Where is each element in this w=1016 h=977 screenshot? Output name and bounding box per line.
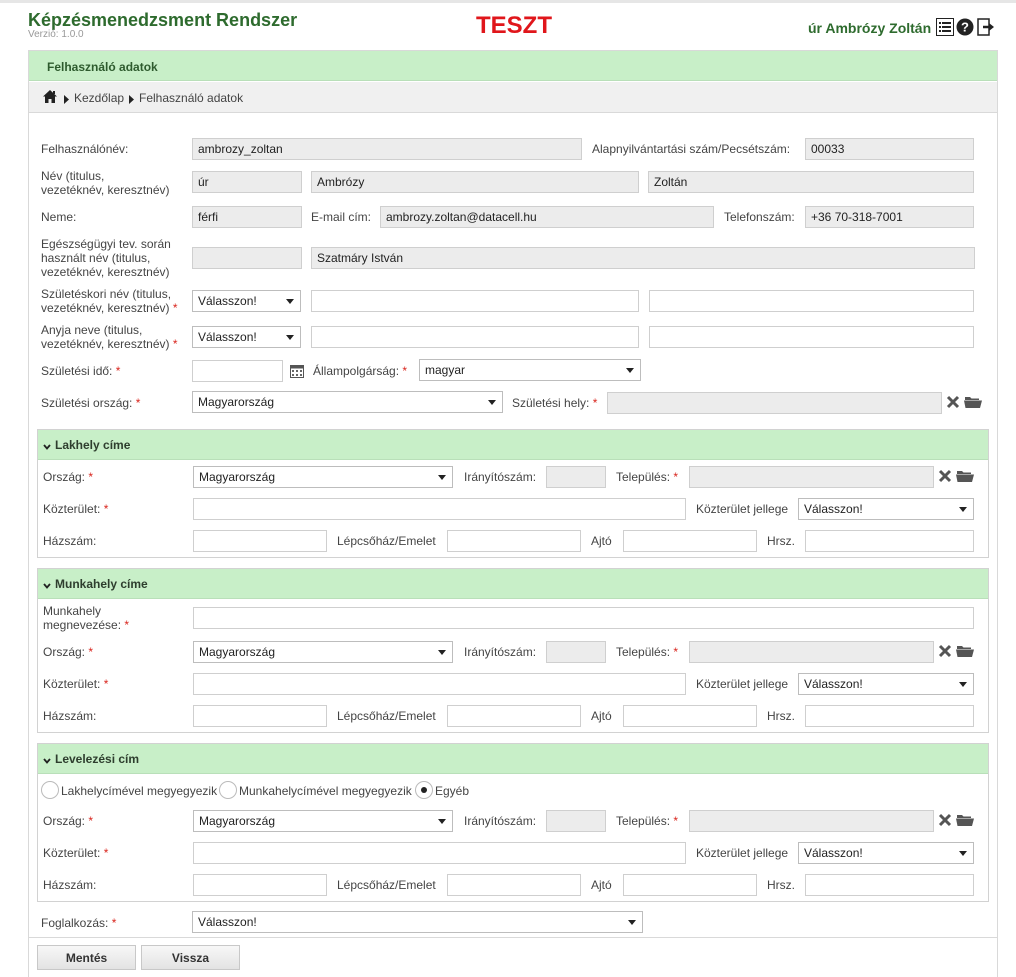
- mail-city-label: Település: *: [616, 814, 679, 828]
- phone-field: +36 70-318-7001: [805, 206, 974, 228]
- mail-door-label: Ajtó: [591, 878, 612, 892]
- calendar-icon[interactable]: [287, 361, 307, 381]
- logout-icon[interactable]: [976, 17, 995, 36]
- clear-icon[interactable]: [935, 810, 955, 830]
- help-icon[interactable]: [955, 17, 974, 36]
- work-door-label: Ajtó: [591, 709, 612, 723]
- gender-field: férfi: [192, 206, 302, 228]
- birthdate-label: Születési idő: *: [41, 364, 121, 378]
- work-street-type-label: Közterület jellege: [696, 677, 789, 691]
- workplace-name-label: Munkahely megnevezése: *: [43, 604, 130, 632]
- home-house-input[interactable]: [193, 530, 327, 552]
- home-address-title: Lakhely címe: [55, 438, 131, 452]
- mail-hrsz-input[interactable]: [805, 874, 974, 896]
- home-hrsz-label: Hrsz.: [767, 534, 795, 548]
- home-zip-field: [546, 466, 606, 488]
- app-title: Képzésmenedzsment Rendszer: [28, 10, 298, 30]
- panel-header: [29, 51, 997, 81]
- home-city-label: Település: *: [616, 470, 679, 484]
- birthname-lastname-input[interactable]: [311, 290, 639, 312]
- top-border: [0, 0, 1016, 3]
- folder-icon[interactable]: [955, 641, 975, 661]
- mail-address-title: Levelezési cím: [55, 752, 140, 766]
- birthplace-label: Születési hely: *: [512, 396, 598, 410]
- work-zip-label: Irányítószám:: [464, 645, 537, 659]
- phone-label: Telefonszám:: [724, 210, 795, 224]
- mother-title-select[interactable]: Válasszon!: [192, 326, 301, 348]
- birthname-label: Születéskori név (titulus, vezetéknév, keresztnév) *: [41, 287, 178, 315]
- user-name[interactable]: úr Ambrózy Zoltán: [808, 20, 932, 36]
- mail-door-input[interactable]: [623, 874, 757, 896]
- folder-icon[interactable]: [963, 392, 983, 412]
- clear-icon[interactable]: [943, 392, 963, 412]
- clear-icon[interactable]: [935, 641, 955, 661]
- mail-street-type-select[interactable]: Válasszon!: [798, 842, 974, 864]
- mail-street-label: Közterület: *: [43, 846, 109, 860]
- mail-address-header[interactable]: [38, 744, 988, 774]
- home-country-select[interactable]: Magyarország: [193, 466, 453, 488]
- work-hrsz-label: Hrsz.: [767, 709, 795, 723]
- mail-stair-label: Lépcsőház/Emelet: [337, 878, 436, 892]
- work-hrsz-input[interactable]: [805, 705, 974, 727]
- work-country-select[interactable]: Magyarország: [193, 641, 453, 663]
- occupation-label: Foglalkozás: *: [41, 916, 117, 930]
- mail-country-select[interactable]: Magyarország: [193, 810, 453, 832]
- mail-stair-input[interactable]: [447, 874, 581, 896]
- home-house-label: Házszám:: [43, 534, 97, 548]
- mail-zip-label: Irányítószám:: [464, 814, 537, 828]
- home-street-type-label: Közterület jellege: [696, 502, 789, 516]
- work-door-input[interactable]: [623, 705, 757, 727]
- work-house-input[interactable]: [193, 705, 327, 727]
- chevron-down-icon: [43, 753, 51, 767]
- home-address-header[interactable]: [38, 430, 988, 460]
- app-version: Verzió: 1.0.0: [28, 29, 84, 40]
- footer-divider: [29, 937, 997, 938]
- birthname-firstname-input[interactable]: [649, 290, 974, 312]
- workplace-name-input[interactable]: [193, 607, 974, 629]
- mail-street-input[interactable]: [193, 842, 686, 864]
- home-door-label: Ajtó: [591, 534, 612, 548]
- mother-firstname-input[interactable]: [649, 326, 974, 348]
- mother-lastname-input[interactable]: [311, 326, 639, 348]
- work-address-title: Munkahely címe: [55, 577, 148, 591]
- health-name-label: Egészségügyi tev. során használt név (titulus, vezetéknév, keresztnév): [41, 237, 171, 279]
- work-stair-label: Lépcsőház/Emelet: [337, 709, 436, 723]
- save-button[interactable]: Mentés: [37, 945, 136, 970]
- email-field: ambrozy.zoltan@datacell.hu: [380, 206, 714, 228]
- home-stair-label: Lépcsőház/Emelet: [337, 534, 436, 548]
- mail-house-label: Házszám:: [43, 878, 97, 892]
- back-button[interactable]: Vissza: [141, 945, 240, 970]
- home-street-label: Közterület: *: [43, 502, 109, 516]
- work-stair-input[interactable]: [447, 705, 581, 727]
- home-stair-input[interactable]: [447, 530, 581, 552]
- health-name-field: Szatmáry István: [311, 247, 975, 269]
- list-icon[interactable]: [935, 17, 954, 36]
- home-street-type-select[interactable]: Válasszon!: [798, 498, 974, 520]
- mail-zip-field: [546, 810, 606, 832]
- breadcrumb-current: Felhasználó adatok: [139, 91, 244, 105]
- work-street-label: Közterület: *: [43, 677, 109, 691]
- mail-house-input[interactable]: [193, 874, 327, 896]
- birthdate-input[interactable]: [192, 360, 283, 382]
- environment-label: TESZT: [476, 12, 552, 39]
- home-icon[interactable]: [43, 90, 57, 106]
- home-hrsz-input[interactable]: [805, 530, 974, 552]
- birthcountry-select[interactable]: Magyarország: [192, 391, 503, 413]
- citizenship-label: Állampolgárság: *: [313, 364, 408, 378]
- breadcrumb-home-link[interactable]: Kezdőlap: [74, 91, 125, 105]
- work-zip-field: [546, 641, 606, 663]
- work-street-input[interactable]: [193, 673, 686, 695]
- work-house-label: Házszám:: [43, 709, 97, 723]
- folder-icon[interactable]: [955, 810, 975, 830]
- breadcrumb-separator-icon: [64, 93, 69, 107]
- home-country-label: Ország: *: [43, 470, 94, 484]
- svg-text:?: ?: [960, 19, 969, 34]
- work-country-label: Ország: *: [43, 645, 94, 659]
- home-street-input[interactable]: [193, 498, 686, 520]
- mail-same-as-work-radio[interactable]: [219, 781, 237, 799]
- work-city-field: [689, 641, 934, 663]
- work-street-type-select[interactable]: Válasszon!: [798, 673, 974, 695]
- mail-same-as-work-label[interactable]: Munkahelycímével megyegyezik: [239, 784, 412, 798]
- birthplace-field: [607, 392, 942, 414]
- regnum-field: 00033: [805, 138, 974, 160]
- lastname-field: Ambrózy: [311, 171, 639, 193]
- username-field: ambrozy_zoltan: [192, 138, 582, 160]
- clear-icon[interactable]: [935, 466, 955, 486]
- mail-other-label[interactable]: Egyéb: [435, 784, 470, 798]
- home-zip-label: Irányítószám:: [464, 470, 537, 484]
- breadcrumb: [29, 82, 997, 113]
- chevron-down-icon: [43, 578, 51, 592]
- chevron-down-icon: [43, 439, 51, 453]
- email-label: E-mail cím:: [311, 210, 371, 224]
- folder-icon[interactable]: [955, 466, 975, 486]
- panel-title: Felhasználó adatok: [47, 60, 158, 74]
- breadcrumb-separator-icon: [129, 93, 134, 107]
- work-city-label: Település: *: [616, 645, 679, 659]
- mail-country-label: Ország: *: [43, 814, 94, 828]
- name-label: Név (titulus, vezetéknév, keresztnév): [41, 169, 170, 197]
- occupation-select[interactable]: Válasszon!: [192, 911, 643, 933]
- mail-same-as-home-label[interactable]: Lakhelycímével megyegyezik: [61, 784, 218, 798]
- home-city-field: [689, 466, 934, 488]
- birthcountry-label: Születési ország: *: [41, 396, 141, 410]
- mail-other-radio[interactable]: [415, 781, 433, 799]
- mail-street-type-label: Közterület jellege: [696, 846, 789, 860]
- mail-same-as-home-radio[interactable]: [41, 781, 59, 799]
- health-title-field: [192, 247, 302, 269]
- firstname-field: Zoltán: [648, 171, 974, 193]
- mail-hrsz-label: Hrsz.: [767, 878, 795, 892]
- name-title-field: úr: [192, 171, 302, 193]
- citizenship-select[interactable]: magyar: [419, 359, 641, 381]
- username-label: Felhasználónév:: [41, 142, 129, 156]
- gender-label: Neme:: [41, 210, 77, 224]
- mail-city-field: [689, 810, 934, 832]
- home-door-input[interactable]: [623, 530, 757, 552]
- birthname-title-select[interactable]: Válasszon!: [192, 290, 301, 312]
- regnum-label: Alapnyilvántartási szám/Pecsétszám:: [592, 142, 791, 156]
- mother-name-label: Anyja neve (titulus, vezetéknév, keresztnév) *: [41, 323, 178, 351]
- work-address-header[interactable]: [38, 569, 988, 599]
